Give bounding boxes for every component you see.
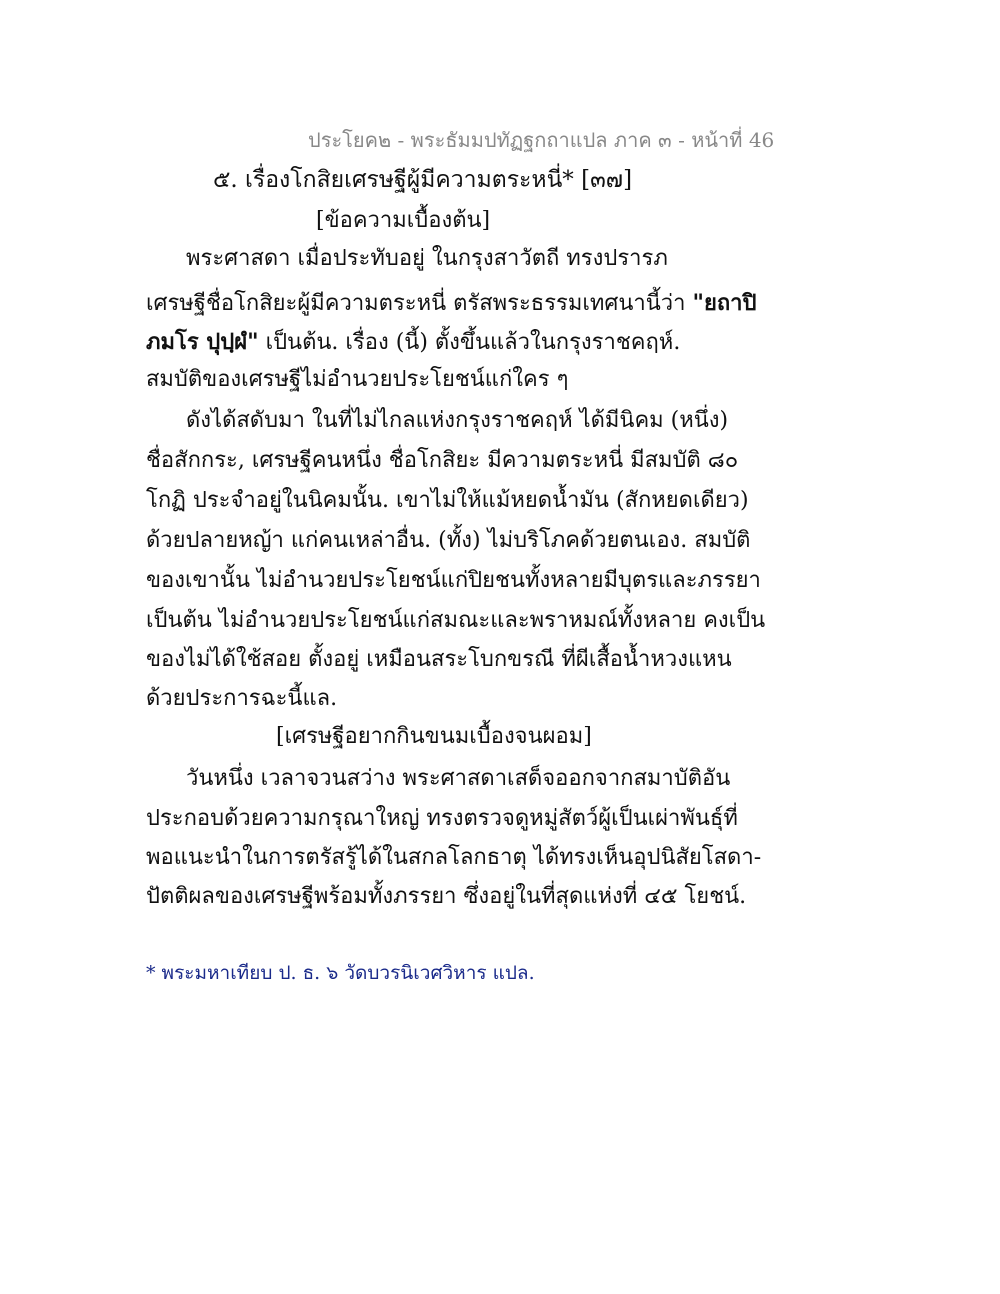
pali-quote: "ยถาปิ (692, 290, 757, 316)
paragraph-line (146, 324, 680, 359)
subheading-intro: [ข้อความเบื้องต้น] (316, 208, 491, 233)
text-run: เศรษฐีชื่อโกสิยะผู้มีความตระหนี่ ตรัสพระธรรมเทศนานี้ว่า (146, 291, 693, 316)
paragraph-line: ของไม่ได้ใช้สอย ตั้งอยู่ เหมือนสระโบกขรณี ที่ผีเสื้อน้ำหวงแหน (146, 647, 732, 672)
paragraph-line: ด้วยประการฉะนี้แล. (146, 686, 338, 711)
translator-footnote: * พระมหาเทียบ ป. ธ. ๖ วัดบวรนิเวศวิหาร แปล. (146, 962, 535, 984)
paragraph-line: วันหนึ่ง เวลาจวนสว่าง พระศาสดาเสด็จออกจากสมาบัติอัน (186, 766, 731, 791)
page-header (308, 124, 774, 156)
paragraph-line: ปัตติผลของเศรษฐีพร้อมทั้งภรรยา ซึ่งอยู่ในที่สุดแห่งที่ ๔๕ โยชน์. (146, 884, 747, 909)
paragraph-line: ชื่อสักกระ, เศรษฐีคนหนึ่ง ชื่อโกสิยะ มีความตระหนี่ มีสมบัติ ๘๐ (146, 448, 739, 473)
story-title: ๕. เรื่องโกสิยเศรษฐีผู้มีความตระหนี่* [๓๗] (213, 167, 633, 193)
paragraph-line (146, 285, 756, 320)
paragraph-line: พระศาสดา เมื่อประทับอยู่ ในกรุงสาวัตถี ทรงปรารภ (186, 246, 668, 271)
subheading-wealth: สมบัติของเศรษฐีไม่อำนวยประโยชน์แก่ใคร ๆ (146, 367, 569, 392)
paragraph-line: ด้วยปลายหญ้า แก่คนเหล่าอื่น. (ทั้ง) ไม่บริโภคด้วยตนเอง. สมบัติ (146, 528, 751, 553)
paragraph-line: เป็นต้น ไม่อำนวยประโยชน์แก่สมณะและพราหมณ์ทั้งหลาย คงเป็น (146, 608, 766, 633)
paragraph-line: ประกอบด้วยความกรุณาใหญ่ ทรงตรวจดูหมู่สัตว์ผู้เป็นเผ่าพันธุ์ที่ (146, 806, 738, 831)
paragraph-line: โกฏิ ประจำอยู่ในนิคมนั้น. เขาไม่ให้แม้หยดน้ำมัน (สักหยดเดียว) (146, 488, 749, 513)
pali-quote: ภมโร ปุปฺผํ" (146, 329, 259, 355)
page-header-text: ประโยค๒ - พระธัมมปทัฏฐกถาแปล ภาค ๓ - หน้าที่ 46 (308, 128, 775, 152)
paragraph-line: พอแนะนำในการตรัสรู้ได้ในสกลโลกธาตุ ได้ทรงเห็นอุปนิสัยโสดา- (146, 845, 762, 870)
paragraph-line: ของเขานั้น ไม่อำนวยประโยชน์แก่ปิยชนทั้งหลายมีบุตรและภรรยา (146, 568, 761, 593)
text-run: เป็นต้น. เรื่อง (นี้) ตั้งขึ้นแล้วในกรุงราชคฤห์. (258, 330, 681, 355)
paragraph-line: ดังได้สดับมา ในที่ไม่ไกลแห่งกรุงราชคฤห์ ได้มีนิคม (หนึ่ง) (186, 408, 729, 433)
subheading-cake: [เศรษฐีอยากกินขนมเบื้องจนผอม] (276, 724, 592, 749)
